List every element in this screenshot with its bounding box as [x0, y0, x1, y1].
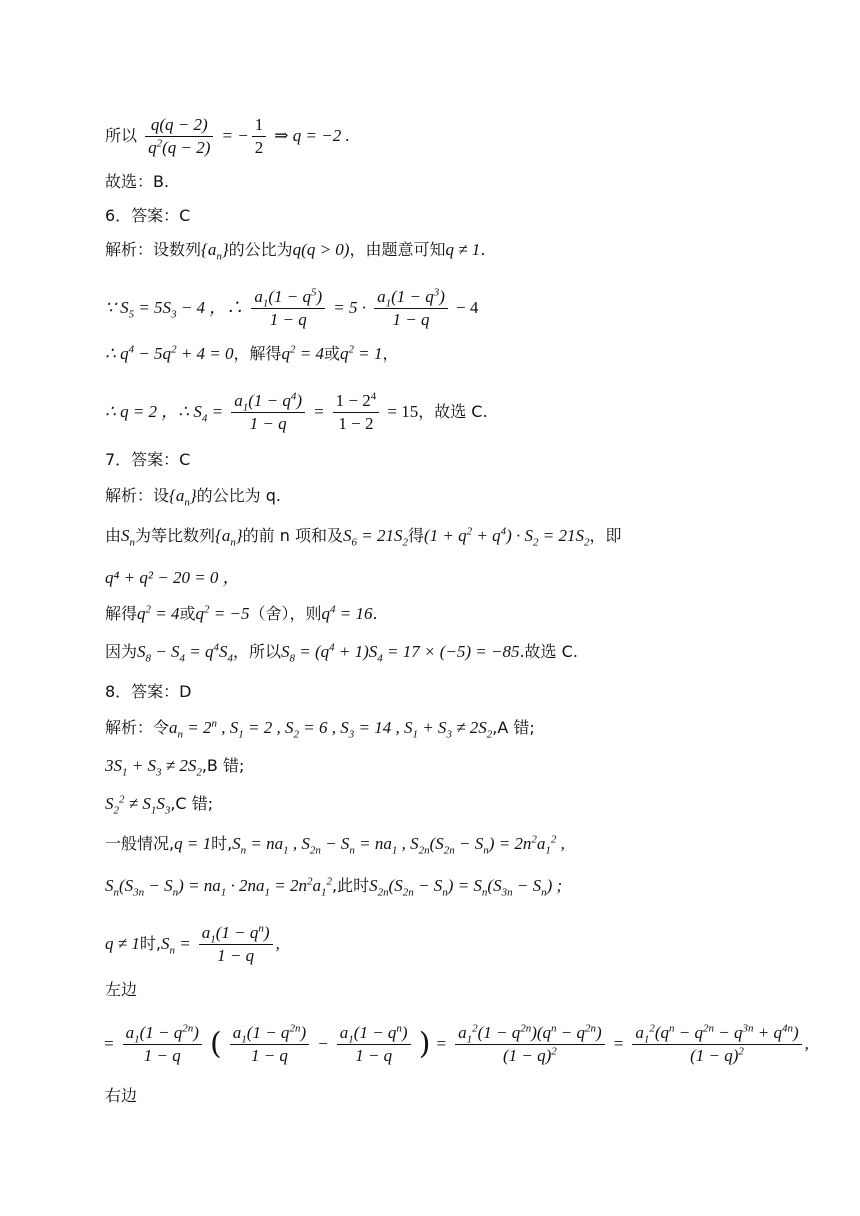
fraction: $\frac{a_1^2(q^n - q^{2n} - q^{3n} + q^{4n})}{(1 - q)^2}$: [632, 1022, 801, 1067]
line-20: q ≠ 1时$,S_n$ = $\frac{a_1(1 - q^n)}{1 - q}$ ,: [105, 922, 280, 965]
text: 解析：设数列: [105, 240, 202, 259]
fraction: $\frac{a_1(1 - q^5)}{1 - q}$: [251, 286, 325, 331]
right-side-label: 右边: [105, 1086, 138, 1105]
fraction-half: $\frac{1}{2}$: [252, 114, 267, 159]
text: 为等比数列: [135, 526, 216, 545]
text: 或: [324, 344, 341, 363]
text: 解析：设: [105, 486, 170, 505]
text: ，即: [589, 526, 622, 545]
text: ，: [382, 344, 399, 363]
line-22: = $\frac{a_1(1 - q^{2n})}{1 - q}$ ( $\frac{a_1(1 - q^{2n})}{1 - q}$ − $\frac{a_1(1 - q^n)}{1 - q}$ ) = $\frac{a_1^2(1 - q^{2n})(q^n - q^{2n})}{(1 - q)^2}$ = $\frac{a_1^2(q^n - q^{2n} - q^{3n} + q^{4n})}{(1 - q)^2}$ ,: [103, 1022, 809, 1065]
fraction: $\frac{a_1(1 - q^{2n})}{1 - q}$: [230, 1022, 309, 1067]
line-11: q⁴ + q² − 20 = 0 ，: [105, 568, 240, 587]
line-13: 因为$S_8 - S_4 = q^4S_4$，所以$S_8 = (q^4 + 1)S_4 = 17 \times (-5) = -85$.故选 C.: [105, 641, 578, 665]
line-10: 由$S_n$为等比数列$\{a_n\}$的前 n 项和及$S_6 = 21S_2$得$(1 + q^2 + q^4) \cdot S_2 = 21S_2$，即: [105, 525, 622, 549]
left-side-label: 左边: [105, 980, 138, 999]
text: 的公比为: [228, 240, 293, 259]
text: ,A 错;: [492, 718, 535, 737]
line-17: $S_2^2 \ne S_1S_3,C$ 错;: [105, 793, 214, 817]
text: ，由题意可知: [349, 240, 446, 259]
text: 因为: [105, 642, 138, 661]
text: ，解得: [233, 344, 282, 363]
text: 时,: [211, 834, 233, 853]
answer-7: 7．答案：C: [105, 450, 191, 469]
line-1: 所以 $\frac{q(q - 2)}{q^2(q - 2)}$ = − $\frac{1}{2}$ ⇒ q = −2 .: [105, 115, 350, 157]
fraction: $\frac{a_1(1 - q^{2n})}{1 - q}$: [123, 1022, 202, 1067]
line-16: $3S_1 + S_3 \ne 2S_2,B$ 错;: [105, 756, 245, 779]
text: .故选 C.: [519, 642, 578, 661]
text: ，故选 C.: [418, 402, 488, 421]
text-suoyi: 所以: [105, 126, 138, 145]
text: 解析：令: [105, 718, 170, 737]
fraction: $\frac{a_1^2(1 - q^{2n})(q^n - q^{2n})}{(1 - q)^2}$: [455, 1022, 605, 1067]
line-4: 解析：设数列$\{a_n\}$的公比为q(q > 0)，由题意可知q ≠ 1.: [105, 240, 486, 263]
text: 得: [407, 526, 424, 545]
fraction: $\frac{a_1(1 - q^n)}{1 - q}$: [337, 1022, 411, 1067]
fraction: $\frac{q(q - 2)}{q^2(q - 2)}$: [145, 114, 213, 159]
fraction: $\frac{a_1(1 - q^n)}{1 - q}$: [199, 922, 273, 967]
line-18: 一般情况,q = 1时$,S_n = na_1$ , $S_{2n} - S_n = na_1$ , $S_{2n}(S_{2n} - S_n) = 2n^2a_1^2$ ,: [105, 833, 565, 857]
text: ,此时: [332, 876, 370, 895]
answer-6: 6．答案：C: [105, 206, 191, 225]
line-15: 解析：令$a_n = 2^n$ , $S_1 = 2$ , $S_2 = 6$ , $S_3 = 14$ , $S_1 + S_3 \ne 2S_2,A$ 错;: [105, 717, 535, 741]
answer-8: 8．答案：D: [105, 682, 192, 701]
line-12: 解得$q^2 = 4$或$q^2 = -5$（舍），则$q^4 = 16$.: [105, 603, 378, 623]
text: 的前 n 项和及: [242, 526, 343, 545]
line-9: 解析：设$\{a_n\}$的公比为 q.: [105, 486, 281, 509]
fraction: $\frac{1 - 2^4}{1 - 2}$: [333, 390, 380, 435]
text: − 4: [456, 298, 479, 317]
text: ,C 错;: [170, 794, 214, 813]
text: 一般情况,: [105, 834, 175, 853]
text: 时,: [139, 934, 161, 953]
line-5: ∵ $S_5 = 5S_3 - 4$ ，∴ $\frac{a_1(1 - q^5)}{1 - q}$ = 5 · $\frac{a_1(1 - q^3)}{1 - q}$ − 4: [105, 286, 479, 329]
text: 解得: [105, 604, 138, 623]
line-2: 故选：B.: [105, 172, 170, 191]
text: 的公比为 q.: [196, 486, 281, 505]
fraction: $\frac{a_1(1 - q^4)}{1 - q}$: [231, 390, 305, 435]
line-7: ∴ q = 2 ，∴ $S_4$ = $\frac{a_1(1 - q^4)}{1 - q}$ = $\frac{1 - 2^4}{1 - 2}$ = 15，故选 C.: [105, 390, 488, 433]
fraction: $\frac{a_1(1 - q^3)}{1 - q}$: [374, 286, 448, 331]
text: 由: [105, 526, 122, 545]
text: （舍），则: [249, 604, 322, 623]
text: 或: [179, 604, 196, 623]
line-6: ∴ $q^4 - 5q^2 + 4 = 0$，解得$q^2 = 4$或$q^2 = 1$，: [105, 343, 399, 363]
text: ,B 错;: [201, 756, 245, 775]
line-19: $S_n(S_{3n} - S_n) = na_1 \cdot 2na_1 = 2n^2a_1^2$,此时$S_{2n}(S_{2n} - S_n) = S_n(S_{3n} - S_n)$ ;: [105, 875, 563, 899]
text: ，所以: [232, 642, 281, 661]
result: ⇒ q = −2 .: [274, 126, 350, 145]
